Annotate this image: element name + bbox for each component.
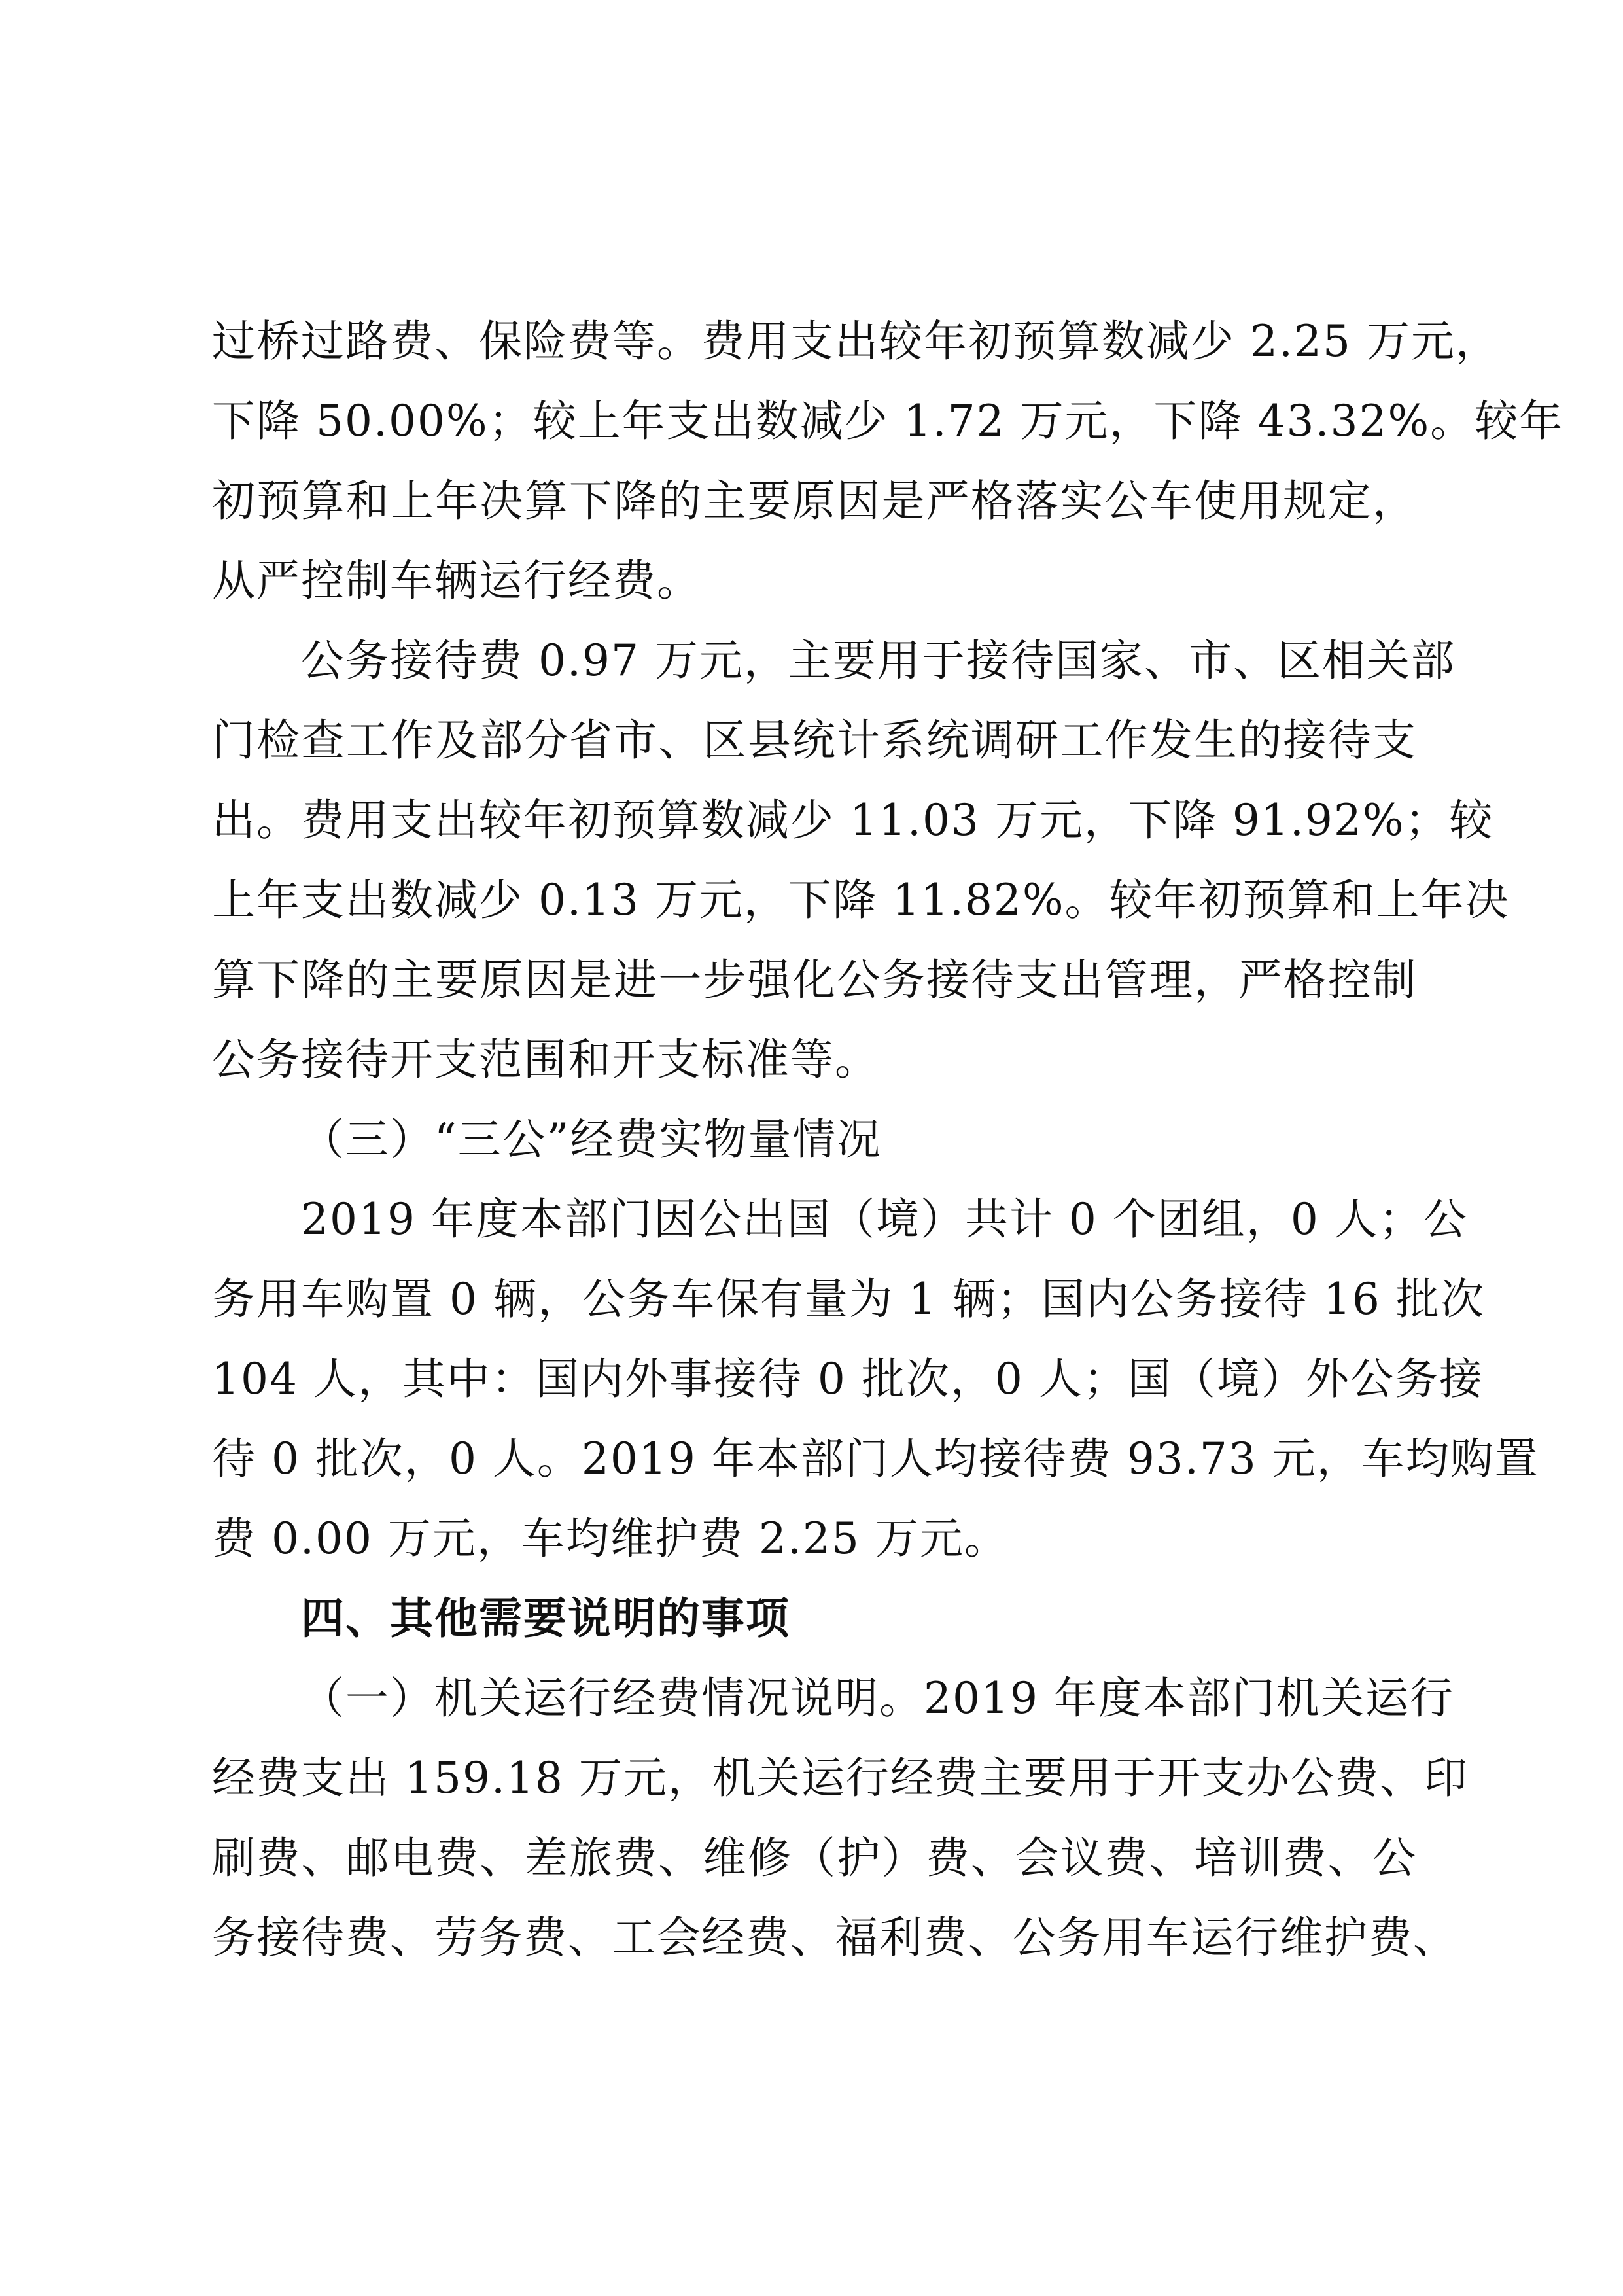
paragraph-1-line-4: 从严控制车辆运行经费。 bbox=[212, 556, 701, 606]
section-subheading: （三）“三公”经费实物量情况 bbox=[301, 1114, 882, 1165]
paragraph-2-line-2: 门检查工作及部分省市、区县统计系统调研工作发生的接待支 bbox=[212, 715, 1417, 766]
paragraph-4-line-4: 务接待费、劳务费、工会经费、福利费、公务用车运行维护费、 bbox=[212, 1913, 1457, 1963]
paragraph-1-line-3: 初预算和上年决算下降的主要原因是严格落实公车使用规定， bbox=[212, 476, 1417, 526]
paragraph-2-line-1: 公务接待费 0.97 万元，主要用于接待国家、市、区相关部 bbox=[301, 635, 1456, 686]
paragraph-4-line-3: 刷费、邮电费、差旅费、维修（护）费、会议费、培训费、公 bbox=[212, 1833, 1417, 1883]
paragraph-2-line-6: 公务接待开支范围和开支标准等。 bbox=[212, 1034, 879, 1085]
paragraph-1-line-1: 过桥过路费、保险费等。费用支出较年初预算数减少 2.25 万元， bbox=[212, 316, 1500, 366]
paragraph-3-line-5: 费 0.00 万元，车均维护费 2.25 万元。 bbox=[212, 1513, 1009, 1564]
paragraph-1-line-2: 下降 50.00%；较上年支出数减少 1.72 万元，下降 43.32%。较年 bbox=[212, 396, 1564, 446]
paragraph-3-line-2: 务用车购置 0 辆，公务车保有量为 1 辆；国内公务接待 16 批次 bbox=[212, 1274, 1485, 1324]
paragraph-3-line-4: 待 0 批次，0 人。2019 年本部门人均接待费 93.73 元，车均购置 bbox=[212, 1434, 1539, 1484]
paragraph-4-line-1: （一）机关运行经费情况说明。2019 年度本部门机关运行 bbox=[301, 1673, 1454, 1723]
paragraph-3-line-3: 104 人，其中：国内外事接待 0 批次，0 人；国（境）外公务接 bbox=[212, 1354, 1484, 1404]
paragraph-2-line-5: 算下降的主要原因是进一步强化公务接待支出管理，严格控制 bbox=[212, 955, 1417, 1005]
paragraph-2-line-4: 上年支出数减少 0.13 万元，下降 11.82%。较年初预算和上年决 bbox=[212, 875, 1510, 925]
section-heading: 四、其他需要说明的事项 bbox=[301, 1593, 790, 1644]
paragraph-4-line-2: 经费支出 159.18 万元，机关运行经费主要用于开支办公费、印 bbox=[212, 1753, 1469, 1803]
paragraph-2-line-3: 出。费用支出较年初预算数减少 11.03 万元，下降 91.92%；较 bbox=[212, 795, 1494, 845]
paragraph-3-line-1: 2019 年度本部门因公出国（境）共计 0 个团组，0 人；公 bbox=[301, 1194, 1468, 1245]
